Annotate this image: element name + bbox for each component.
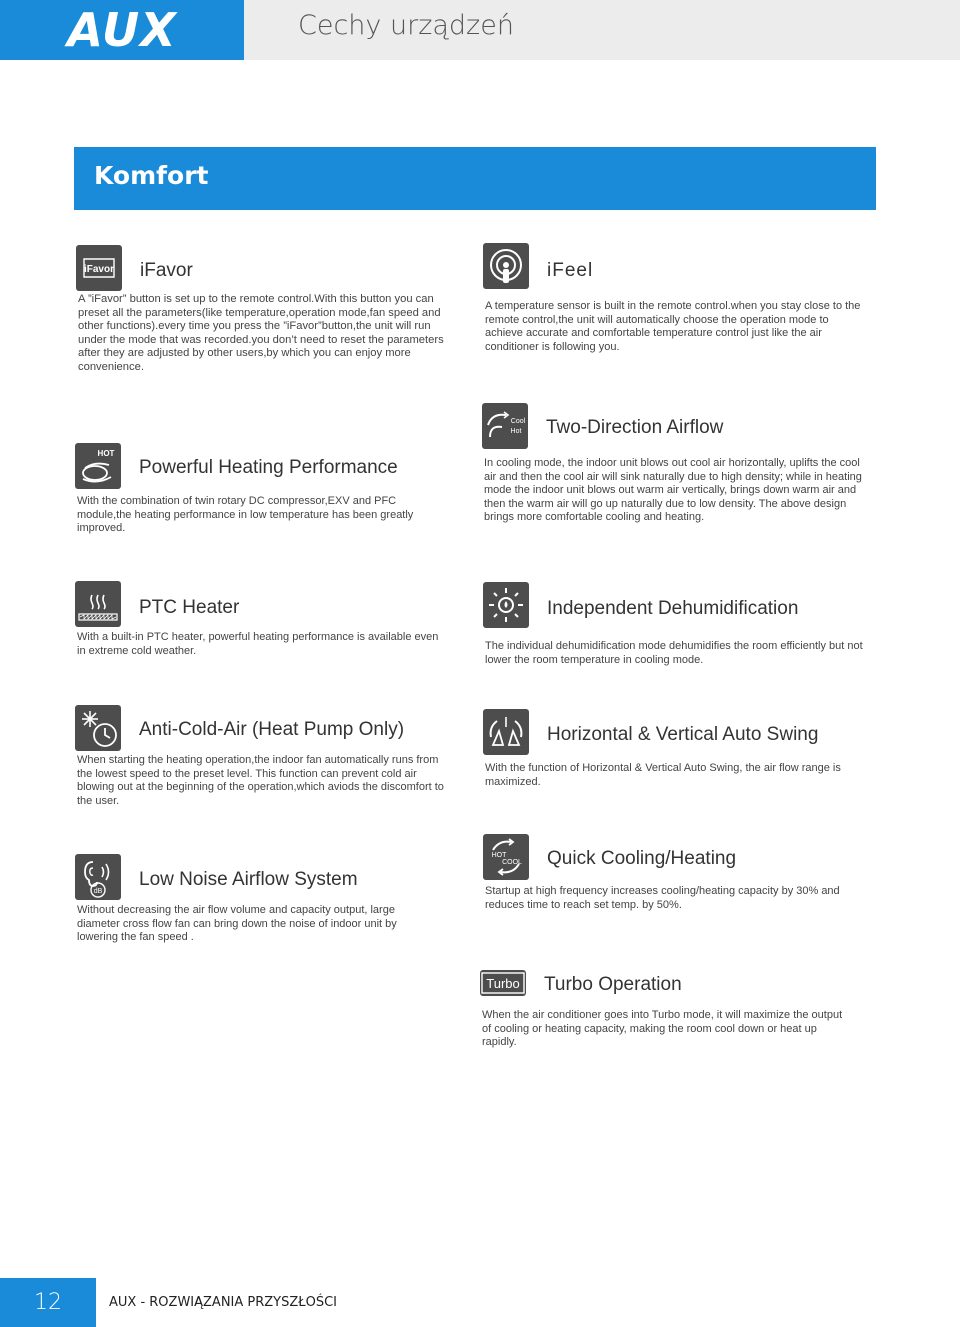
dehumidification-icon [483, 582, 529, 628]
auto-swing-icon [483, 709, 529, 755]
feature-description: A temperature sensor is built in the remote control.when you stay close to the remote control,the unit will automatically choose the operation mode to achieve accurate and comfortable temperature control just like the air conditioner is following you. [485, 300, 861, 353]
page-number: 12 [34, 1290, 62, 1315]
feature-title: Anti-Cold-Air (Heat Pump Only) [139, 719, 405, 740]
feature-title: iFavor [140, 260, 193, 281]
feature-description: The individual dehumidification mode dehumidifies the room efficiently but not lower the room temperature in cooling mode. [485, 640, 863, 666]
footer-text: AUX - ROZWIĄZANIA PRZYSZŁOŚCI [109, 1295, 337, 1310]
anti-cold-air-icon [75, 705, 121, 751]
two-direction-airflow-icon [482, 403, 528, 449]
feature-title: Turbo Operation [544, 974, 682, 995]
brand-logo [0, 0, 244, 60]
feature-description: With the function of Horizontal & Vertical Auto Swing, the air flow range is maximized. [485, 762, 841, 788]
page-number-box [0, 1278, 96, 1327]
section-banner [74, 147, 876, 210]
feature-description: When the air conditioner goes into Turbo mode, it will maximize the output of cooling or heating capacity, making the room cool down or heat up rapidly. [482, 1009, 843, 1049]
svg-text:Cool: Cool [510, 418, 526, 425]
feature-description: When starting the heating operation,the indoor fan automatically runs from the lowest speed to the preset level. This function can prevent cold air blowing out at the beginning of the operation,which aviods the discomfort to the user. [77, 754, 444, 807]
feature-title: Powerful Heating Performance [139, 457, 398, 478]
svg-text:HOT: HOT [97, 449, 115, 458]
powerful-heating-icon [75, 443, 121, 489]
feature-title: Quick Cooling/Heating [547, 848, 737, 869]
page-title: Cechy urządzeń [298, 10, 514, 41]
feature-description: With a built-in PTC heater, powerful heating performance is available even in extreme cold weather. [77, 631, 439, 657]
quick-cooling-heating-icon [483, 834, 529, 880]
ifeel-icon [483, 243, 529, 289]
low-noise-icon [75, 854, 121, 900]
svg-text:Turbo: Turbo [486, 976, 520, 991]
feature-title: Horizontal & Vertical Auto Swing [547, 724, 819, 745]
feature-description: Startup at high frequency increases cooling/heating capacity by 30% and reduces time to reach set temp. by 50%. [485, 885, 840, 911]
svg-text:Hot: Hot [510, 428, 522, 435]
feature-title: Independent Dehumidification [547, 598, 799, 619]
ifavor-icon [76, 245, 122, 291]
ptc-heater-icon [75, 581, 121, 627]
svg-text:COOL: COOL [502, 859, 522, 866]
svg-text:dB: dB [93, 888, 103, 895]
feature-title: Two-Direction Airflow [546, 417, 724, 438]
feature-title: PTC Heater [139, 597, 240, 618]
feature-title: iFeel [547, 260, 594, 281]
feature-description: With the combination of twin rotary DC compressor,EXV and PFC module,the heating performance in low temperature has been greatly improved. [77, 495, 414, 535]
turbo-icon [480, 970, 526, 996]
feature-description: In cooling mode, the indoor unit blows out cool air horizontally, uplifts the cool air and then the cool air will sink naturally due to high density; while in heating mode the indoor unit blows out warm air vertically, brings down warm air and then the warm air will go up naturally due to low density. The above design brings more comfortable cooling and heating. [484, 457, 862, 524]
feature-description: A ”iFavor” button is set up to the remote control.With this button you can preset all the parameters(like temperature,operation mode,fan speed and other functions).every time you press the ”iFavor”button,the unit will run under the mode that was recorded.you don’t need to reset the parameters after they are adjusted by other users,by which you can enjoy more convenience. [78, 293, 444, 373]
feature-title: Low Noise Airflow System [139, 869, 358, 890]
brand-logo-text: AUX [67, 3, 177, 57]
svg-text:iFavor: iFavor [83, 264, 115, 275]
svg-text:HOT: HOT [491, 852, 507, 859]
section-title: Komfort [94, 161, 209, 190]
feature-description: Without decreasing the air flow volume and capacity output, large diameter cross flow fan can bring down the noise of indoor unit by lowering the fan speed . [77, 904, 397, 944]
